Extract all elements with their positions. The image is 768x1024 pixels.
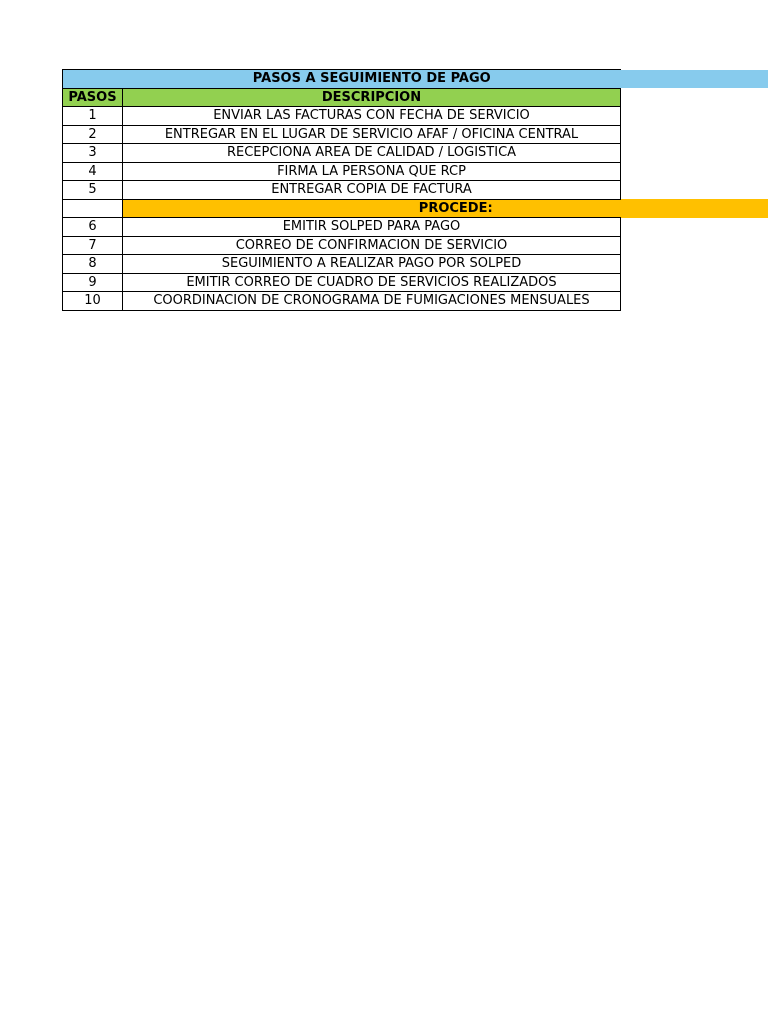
payment-steps-table xyxy=(62,69,768,311)
section-fill-cell[interactable] xyxy=(621,199,768,218)
table-row xyxy=(63,292,768,311)
empty-cell[interactable] xyxy=(621,236,768,255)
step-description[interactable]: ENTREGAR COPIA DE FACTURA xyxy=(123,181,621,200)
step-description[interactable]: EMITIR CORREO DE CUADRO DE SERVICIOS REALIZADOS xyxy=(123,273,621,292)
table-row xyxy=(63,125,768,144)
step-description[interactable]: RECEPCIONA AREA DE CALIDAD / LOGISTICA xyxy=(123,144,621,163)
step-number[interactable]: 8 xyxy=(63,255,123,274)
step-description[interactable]: SEGUIMIENTO A REALIZAR PAGO POR SOLPED xyxy=(123,255,621,274)
empty-cell[interactable] xyxy=(621,218,768,237)
empty-cell[interactable] xyxy=(621,88,768,107)
empty-cell[interactable] xyxy=(621,107,768,126)
title-row xyxy=(63,70,768,89)
section-empty-cell[interactable] xyxy=(63,199,123,218)
section-label: PROCEDE: xyxy=(418,200,493,216)
table-row xyxy=(63,236,768,255)
empty-cell[interactable] xyxy=(621,255,768,274)
step-description[interactable]: COORDINACION DE CRONOGRAMA DE FUMIGACIONES MENSUALES xyxy=(123,292,621,311)
empty-cell[interactable] xyxy=(621,162,768,181)
empty-cell[interactable] xyxy=(621,273,768,292)
step-number[interactable]: 1 xyxy=(63,107,123,126)
step-description[interactable]: ENVIAR LAS FACTURAS CON FECHA DE SERVICIO xyxy=(123,107,621,126)
empty-cell[interactable] xyxy=(621,144,768,163)
header-descripcion[interactable]: DESCRIPCION xyxy=(123,88,621,107)
spreadsheet-area xyxy=(62,69,768,311)
table-row xyxy=(63,218,768,237)
step-description[interactable]: EMITIR SOLPED PARA PAGO xyxy=(123,218,621,237)
empty-cell[interactable] xyxy=(621,125,768,144)
table-row xyxy=(63,255,768,274)
step-number[interactable]: 10 xyxy=(63,292,123,311)
step-description[interactable]: ENTREGAR EN EL LUGAR DE SERVICIO AFAF / OFICINA CENTRAL xyxy=(123,125,621,144)
step-number[interactable]: 2 xyxy=(63,125,123,144)
header-pasos[interactable]: PASOS xyxy=(63,88,123,107)
header-row xyxy=(63,88,768,107)
table-row xyxy=(63,273,768,292)
step-number[interactable]: 5 xyxy=(63,181,123,200)
step-number[interactable]: 3 xyxy=(63,144,123,163)
step-number[interactable]: 9 xyxy=(63,273,123,292)
table-row xyxy=(63,181,768,200)
section-row xyxy=(63,199,768,218)
table-title: PASOS A SEGUIMIENTO DE PAGO xyxy=(252,71,491,87)
step-description[interactable]: CORREO DE CONFIRMACION DE SERVICIO xyxy=(123,236,621,255)
empty-cell[interactable] xyxy=(621,181,768,200)
table-row xyxy=(63,107,768,126)
table-row xyxy=(63,144,768,163)
step-description[interactable]: FIRMA LA PERSONA QUE RCP xyxy=(123,162,621,181)
title-cell[interactable] xyxy=(63,70,621,89)
section-label-cell[interactable] xyxy=(123,199,621,218)
step-number[interactable]: 6 xyxy=(63,218,123,237)
step-number[interactable]: 7 xyxy=(63,236,123,255)
title-fill-cell[interactable] xyxy=(621,70,768,89)
step-number[interactable]: 4 xyxy=(63,162,123,181)
empty-cell[interactable] xyxy=(621,292,768,311)
table-row xyxy=(63,162,768,181)
